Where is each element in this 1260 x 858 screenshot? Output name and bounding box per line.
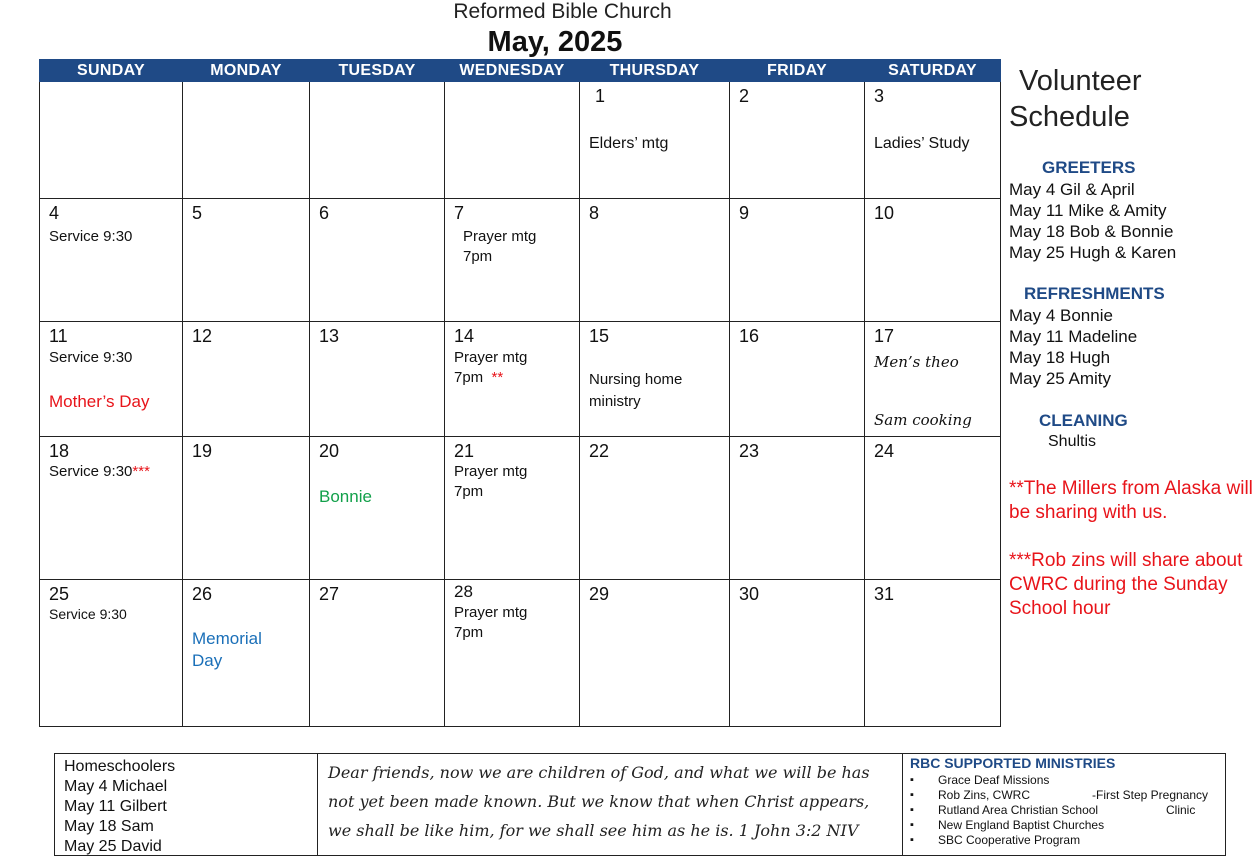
day-number: 25 bbox=[49, 584, 70, 604]
event-mens-theo: Men’s theo bbox=[874, 353, 959, 371]
day-cell-11[interactable] bbox=[40, 322, 183, 437]
day-cell-10[interactable] bbox=[865, 199, 1001, 322]
event-service: Service 9:30 bbox=[49, 228, 133, 245]
day-number: 5 bbox=[192, 203, 203, 223]
day-cell-18[interactable] bbox=[40, 437, 183, 580]
day-cell-5[interactable] bbox=[183, 199, 310, 322]
day-cell-1[interactable] bbox=[580, 82, 730, 199]
day-cell-4[interactable] bbox=[40, 199, 183, 322]
day-number: 1 bbox=[595, 86, 606, 106]
day-cell-23[interactable] bbox=[730, 437, 865, 580]
day-number: 3 bbox=[874, 86, 885, 106]
greeter-item: May 11 Mike & Amity bbox=[1009, 201, 1167, 220]
ministry-item: ▪ Rob Zins, CWRC bbox=[910, 788, 1218, 803]
week-row-2 bbox=[40, 199, 1001, 322]
event-prayer-mtg: Prayer mtg bbox=[454, 604, 528, 621]
ministry-item: ▪ New England Baptist Churches bbox=[910, 818, 1218, 833]
day-number: 24 bbox=[874, 441, 895, 461]
note-millers: **The Millers from Alaska will be sharing with us. bbox=[1009, 478, 1253, 523]
church-name: Reformed Bible Church bbox=[453, 0, 672, 23]
day-number: 14 bbox=[454, 326, 475, 346]
day-cell-29[interactable] bbox=[580, 580, 730, 727]
day-number: 28 bbox=[454, 582, 473, 601]
footnote-marker: ** bbox=[491, 369, 504, 386]
event-ministry: ministry bbox=[589, 393, 641, 410]
volunteer-title-line2: Schedule bbox=[1009, 101, 1130, 133]
weekday-monday: MONDAY bbox=[183, 60, 310, 82]
refreshment-item: May 11 Madeline bbox=[1009, 327, 1138, 346]
homeschooler-item: May 25 David bbox=[64, 838, 162, 855]
event-time: 7pm bbox=[454, 483, 484, 500]
calendar-grid bbox=[39, 59, 1001, 727]
day-number: 18 bbox=[49, 441, 70, 461]
refreshments-heading: REFRESHMENTS bbox=[1024, 284, 1165, 303]
week-row-3 bbox=[40, 322, 1001, 437]
footer-box bbox=[54, 753, 1226, 856]
greeter-item: May 4 Gil & April bbox=[1009, 180, 1135, 199]
day-cell-15[interactable] bbox=[580, 322, 730, 437]
event-nursing-home: Nursing home bbox=[589, 371, 683, 388]
refreshment-item: May 4 Bonnie bbox=[1009, 306, 1113, 325]
day-number: 9 bbox=[739, 203, 750, 223]
ministry-item: ▪ SBC Cooperative Program bbox=[910, 833, 1218, 848]
event-time: 7pm bbox=[454, 624, 484, 641]
day-number: 12 bbox=[192, 326, 213, 346]
greeter-item: May 25 Hugh & Karen bbox=[1009, 243, 1177, 262]
day-cell-empty bbox=[445, 82, 580, 199]
day-cell-empty bbox=[310, 82, 445, 199]
day-cell-31[interactable] bbox=[865, 580, 1001, 727]
weekday-wednesday: WEDNESDAY bbox=[445, 60, 580, 82]
day-number: 23 bbox=[739, 441, 760, 461]
event-service-text: Service 9:30 bbox=[49, 463, 133, 480]
day-number: 4 bbox=[49, 203, 60, 223]
event-service: Service 9:30 bbox=[49, 349, 133, 366]
day-cell-19[interactable] bbox=[183, 437, 310, 580]
cleaning-value: Shultis bbox=[1048, 433, 1097, 450]
day-number: 17 bbox=[874, 326, 895, 346]
day-number: 31 bbox=[874, 584, 895, 604]
event-prayer-mtg: Prayer mtg bbox=[454, 349, 528, 366]
greeters-list bbox=[1009, 179, 1176, 263]
day-cell-9[interactable] bbox=[730, 199, 865, 322]
event-ladies-study: Ladies’ Study bbox=[874, 135, 970, 152]
day-number: 21 bbox=[454, 441, 475, 461]
ministries-section bbox=[903, 754, 1225, 855]
day-cell-25[interactable] bbox=[40, 580, 183, 727]
day-cell-17[interactable] bbox=[865, 322, 1001, 437]
day-cell-30[interactable] bbox=[730, 580, 865, 727]
event-time: 7pm bbox=[463, 248, 493, 265]
week-row-4 bbox=[40, 437, 1001, 580]
cleaning-heading: CLEANING bbox=[1039, 411, 1128, 430]
homeschoolers-section bbox=[55, 754, 318, 855]
month-title: May, 2025 bbox=[487, 26, 623, 58]
event-day: Day bbox=[192, 651, 223, 670]
day-cell-8[interactable] bbox=[580, 199, 730, 322]
day-cell-14[interactable] bbox=[445, 322, 580, 437]
event-time-text: 7pm bbox=[454, 369, 484, 386]
day-number: 26 bbox=[192, 584, 213, 604]
day-number: 6 bbox=[319, 203, 330, 223]
week-row-1 bbox=[40, 82, 1001, 199]
event-service bbox=[49, 462, 150, 482]
weekday-friday: FRIDAY bbox=[730, 60, 865, 82]
day-cell-empty bbox=[40, 82, 183, 199]
event-prayer-mtg: Prayer mtg bbox=[454, 463, 528, 480]
greeter-item: May 18 Bob & Bonnie bbox=[1009, 222, 1174, 241]
weekday-header-row bbox=[40, 60, 1001, 82]
event-bonnie: Bonnie bbox=[319, 487, 372, 506]
day-cell-16[interactable] bbox=[730, 322, 865, 437]
ministry-item: ▪ Rutland Area Christian School bbox=[910, 803, 1218, 818]
day-cell-7[interactable] bbox=[445, 199, 580, 322]
week-row-5 bbox=[40, 580, 1001, 727]
verse-section: Dear friends, now we are children of God, and what we will be has not yet been made known. But we know that when Christ appears, we shall be like him, for we shall see him as he is. 1 John 3:2 NIV bbox=[318, 754, 903, 855]
day-cell-20[interactable] bbox=[310, 437, 445, 580]
footnote-marker: *** bbox=[132, 463, 150, 480]
day-cell-28[interactable] bbox=[445, 580, 580, 727]
refreshment-item: May 18 Hugh bbox=[1009, 348, 1111, 367]
day-number: 7 bbox=[454, 203, 465, 223]
day-cell-2[interactable] bbox=[730, 82, 865, 199]
event-elders-mtg: Elders’ mtg bbox=[589, 135, 669, 152]
day-number: 13 bbox=[319, 326, 340, 346]
day-cell-26[interactable] bbox=[183, 580, 310, 727]
day-cell-6[interactable] bbox=[310, 199, 445, 322]
day-number: 19 bbox=[192, 441, 213, 461]
day-number: 27 bbox=[319, 584, 340, 604]
refreshment-item: May 25 Amity bbox=[1009, 369, 1112, 388]
day-number: 11 bbox=[49, 326, 68, 346]
refreshments-list bbox=[1009, 305, 1137, 389]
day-number: 20 bbox=[319, 441, 340, 461]
day-cell-empty bbox=[183, 82, 310, 199]
event-memorial: Memorial bbox=[192, 629, 262, 648]
day-cell-24[interactable] bbox=[865, 437, 1001, 580]
day-number: 30 bbox=[739, 584, 760, 604]
day-cell-13[interactable] bbox=[310, 322, 445, 437]
weekday-tuesday: TUESDAY bbox=[310, 60, 445, 82]
homeschooler-item: May 11 Gilbert bbox=[64, 798, 167, 815]
ministry-item: ▪ Grace Deaf Missions bbox=[910, 773, 1218, 788]
homeschooler-item: May 18 Sam bbox=[64, 818, 154, 835]
ministries-heading: RBC SUPPORTED MINISTRIES bbox=[910, 755, 1116, 771]
day-number: 2 bbox=[739, 86, 750, 106]
day-number: 8 bbox=[589, 203, 600, 223]
homeschooler-item: May 4 Michael bbox=[64, 778, 168, 795]
note-rob-zins: ***Rob zins will share about CWRC during the Sunday School hour bbox=[1009, 550, 1243, 619]
day-cell-21[interactable] bbox=[445, 437, 580, 580]
event-sam-cooking: Sam cooking bbox=[874, 411, 972, 429]
weekday-thursday: THURSDAY bbox=[580, 60, 730, 82]
weekday-saturday: SATURDAY bbox=[865, 60, 1001, 82]
greeters-heading: GREETERS bbox=[1042, 158, 1136, 177]
day-number: 29 bbox=[589, 584, 610, 604]
volunteer-title-line1: Volunteer bbox=[1019, 65, 1142, 97]
event-prayer-mtg: Prayer mtg bbox=[463, 228, 537, 245]
ministry-clinic: Clinic bbox=[1166, 803, 1196, 817]
day-number: 22 bbox=[589, 441, 610, 461]
ministry-first-step: -First Step Pregnancy bbox=[1092, 788, 1209, 802]
day-cell-22[interactable] bbox=[580, 437, 730, 580]
day-number: 16 bbox=[739, 326, 760, 346]
day-number: 15 bbox=[589, 326, 610, 346]
weekday-sunday: SUNDAY bbox=[40, 60, 183, 82]
event-time bbox=[454, 368, 503, 388]
event-mothers-day: Mother’s Day bbox=[49, 392, 150, 411]
volunteer-schedule-title bbox=[1009, 63, 1142, 135]
day-number: 10 bbox=[874, 203, 895, 223]
event-service: Service 9:30 bbox=[49, 606, 127, 622]
homeschoolers-heading: Homeschoolers bbox=[64, 758, 176, 775]
day-cell-3[interactable] bbox=[865, 82, 1001, 199]
day-cell-12[interactable] bbox=[183, 322, 310, 437]
day-cell-27[interactable] bbox=[310, 580, 445, 727]
